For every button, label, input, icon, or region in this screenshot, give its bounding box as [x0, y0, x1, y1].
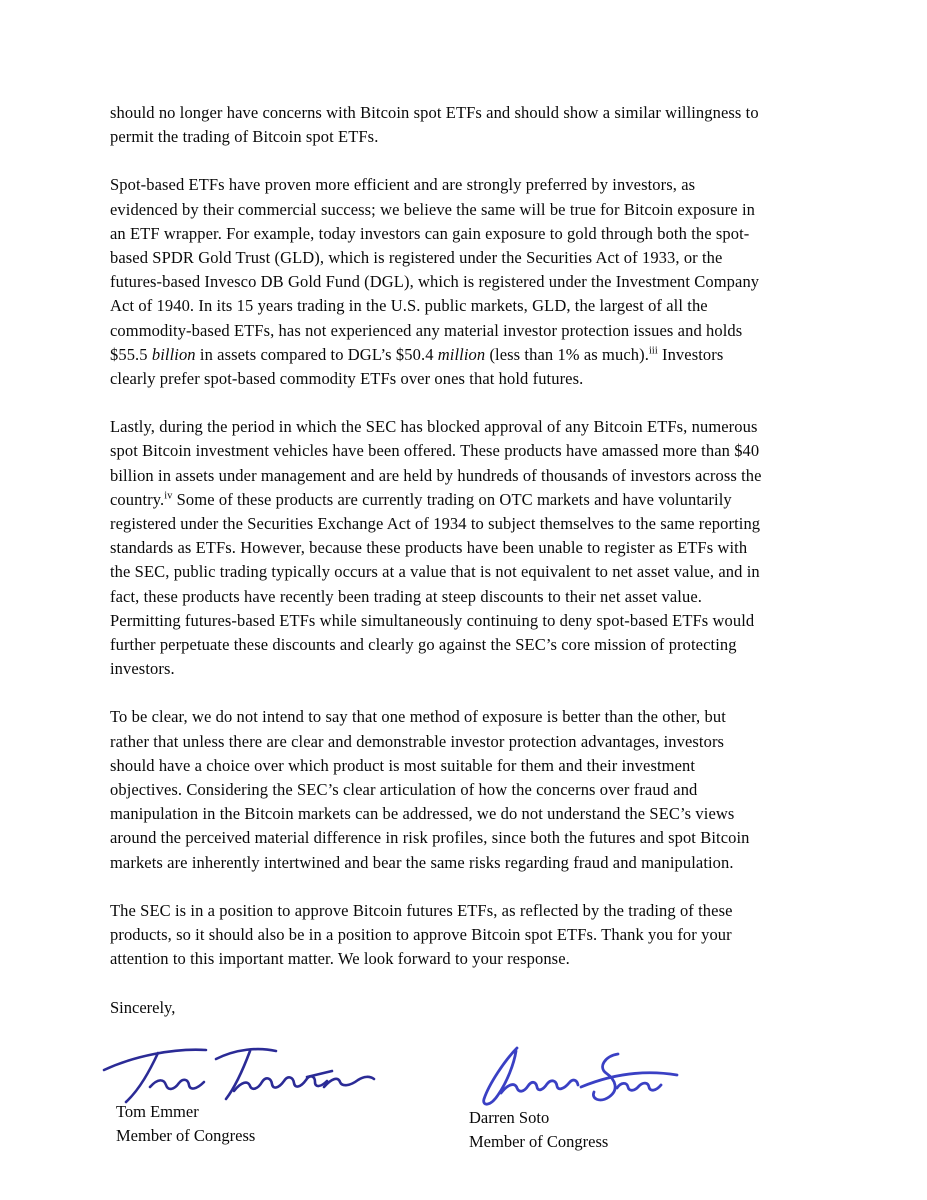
signature-block	[110, 1042, 822, 1154]
paragraph-1: should no longer have concerns with Bitcoin spot ETFs and should show a similar willingness to permit the trading of Bitcoin spot ETFs.	[110, 103, 759, 147]
signer-title: Member of Congress	[116, 1125, 256, 1145]
paragraph-5: The SEC is in a position to approve Bitcoin futures ETFs, as reflected by the trading of these products, so it should also be in a position to approve Bitcoin spot ETFs. Thank you for your attention to this important matter. We look forward to your response.	[110, 900, 733, 969]
tom-emmer-signature-image	[100, 1042, 380, 1106]
signer-title: Member of Congress	[469, 1131, 609, 1151]
signer-name: Tom Emmer	[116, 1101, 199, 1121]
paragraph-3: Lastly, during the period in which the SEC has blocked approval of any Bitcoin ETFs, numerous spot Bitcoin investment vehicles have been offered. These products have amassed more than $40 billion in assets under management and are held by hundreds of thousands of investors across the country.$^{iv}$ Some of these products are currently trading on OTC markets and have voluntarily registered under the Securities Exchange Act of 1934 to subject themselves to the same reporting standards as ETFs. However, because these products have been unable to register as ETFs with the SEC, public trading typically occurs at a value that is not equivalent to net asset value, and in fact, these products have recently been trading at steep discounts to their net asset value. Permitting futures-based ETFs while simultaneously continuing to deny spot-based ETFs would further perpetuate these discounts and clearly go against the SEC’s core mission of protecting investors.	[110, 417, 762, 679]
closing-salutation: Sincerely,	[110, 997, 176, 1017]
letter-body	[110, 101, 822, 1154]
signature-tom-emmer	[100, 1042, 455, 1154]
signer-name: Darren Soto	[469, 1107, 550, 1127]
paragraph-2: Spot-based ETFs have proven more efficient and are strongly preferred by investors, as evidenced by their commercial success; we believe the same will be true for Bitcoin exposure in an ETF wrapper. For example, today investors can gain exposure to gold through both the spot- based SPDR Gold Trust (GLD), which is registered under the Securities Act of 1933, or the futures-based Invesco DB Gold Fund (DGL), which is registered under the Investment Company Act of 1940. In its 15 years trading in the U.S. public markets, GLD, the largest of all the commodity-based ETFs, has not experienced any material investor protection issues and holds $55.5 billion in assets compared to DGL’s $50.4 million (less than 1% as much).$^{iii}$ Investors clearly prefer spot-based commodity ETFs over ones that hold futures.	[110, 175, 760, 389]
paragraph-4: To be clear, we do not intend to say that one method of exposure is better than the other, but rather that unless there are clear and demonstrable investor protection advantages, investors should have a choice over which product is most suitable for them and their investment objectives. Considering the SEC’s clear articulation of how the concerns over fraud and manipulation in the Bitcoin markets can be addressed, we do not understand the SEC’s views around the perceived material difference in risk profiles, since both the futures and spot Bitcoin markets are inherently intertwined and bear the same risks regarding fraud and manipulation.	[110, 707, 750, 872]
darren-soto-signature-image	[465, 1042, 685, 1110]
signature-darren-soto	[465, 1042, 765, 1154]
